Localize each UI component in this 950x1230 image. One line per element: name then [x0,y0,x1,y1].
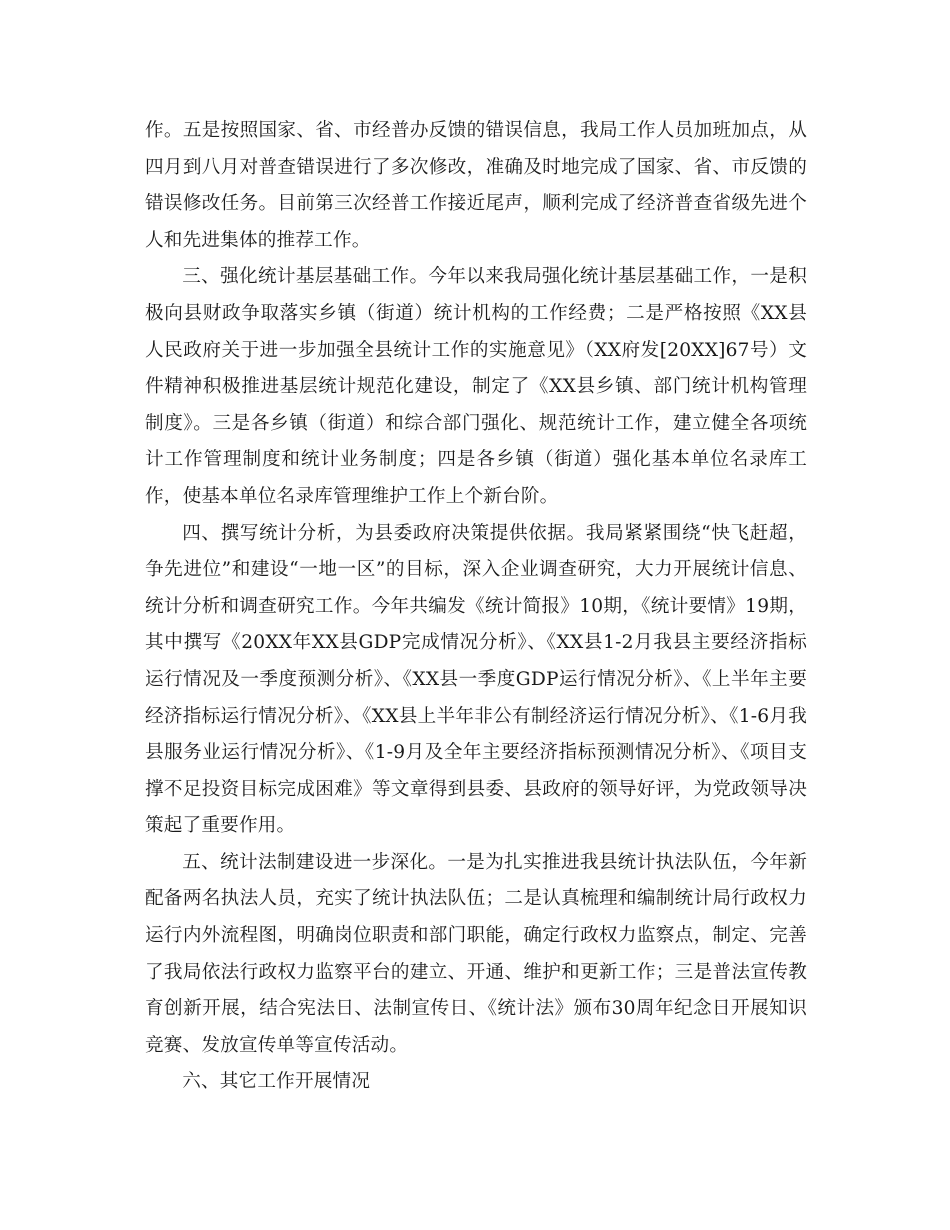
document-body [145,113,807,1101]
paragraph-section-four: 四、撰写统计分析，为县委政府决策提供依据。我局紧紧围绕“快飞赶超，争先进位”和建设“一地一区”的目标，深入企业调查研究，大力开展统计信息、统计分析和调查研究工作。今年共编发《统计简报》10期，《统计要情》19期，其中撰写《20XX年XX县GDP完成情况分析》、《XX县1-2月我县主要经济指标运行情况及一季度预测分析》、《XX县一季度GDP运行情况分析》、《上半年主要经济指标运行情况分析》、《XX县上半年非公有制经济运行情况分析》、《1-6月我县服务业运行情况分析》、《1-9月及全年主要经济指标预测情况分析》、《项目支撑不足投资目标完成困难》等文章得到县委、县政府的领导好评，为党政领导决策起了重要作用。 [145,522,807,837]
paragraph-section-three: 三、强化统计基层基础工作。今年以来我局强化统计基层基础工作，一是积极向县财政争取落实乡镇（街道）统计机构的工作经费；二是严格按照《XX县人民政府关于进一步加强全县统计工作的实施意见》（XX府发[20XX]67号）文件精神积极推进基层统计规范化建设，制定了《XX县乡镇、部门统计机构管理制度》。三是各乡镇（街道）和综合部门强化、规范统计工作，建立健全各项统计工作管理制度和统计业务制度；四是各乡镇（街道）强化基本单位名录库工作，使基本单位名录库管理维护工作上个新台阶。 [145,266,807,507]
paragraph-section-five: 五、统计法制建设进一步深化。一是为扎实推进我县统计执法队伍，今年新配备两名执法人员，充实了统计执法队伍；二是认真梳理和编制统计局行政权力运行内外流程图，明确岗位职责和部门职能，确定行政权力监察点，制定、完善了我局依法行政权力监察平台的建立、开通、维护和更新工作；三是普法宣传教育创新开展，结合宪法日、法制宣传日、《统计法》颁布30周年纪念日开展知识竞赛、发放宣传单等宣传活动。 [145,851,807,1056]
paragraph-section-six-heading: 六、其它工作开展情况 [182,1071,371,1093]
paragraph-continuation: 作。五是按照国家、省、市经普办反馈的错误信息，我局工作人员加班加点，从四月到八月对普查错误进行了多次修改，准确及时地完成了国家、省、市反馈的错误修改任务。目前第三次经普工作接近尾声，顺利完成了经济普查省级先进个人和先进集体的推荐工作。 [145,120,807,251]
